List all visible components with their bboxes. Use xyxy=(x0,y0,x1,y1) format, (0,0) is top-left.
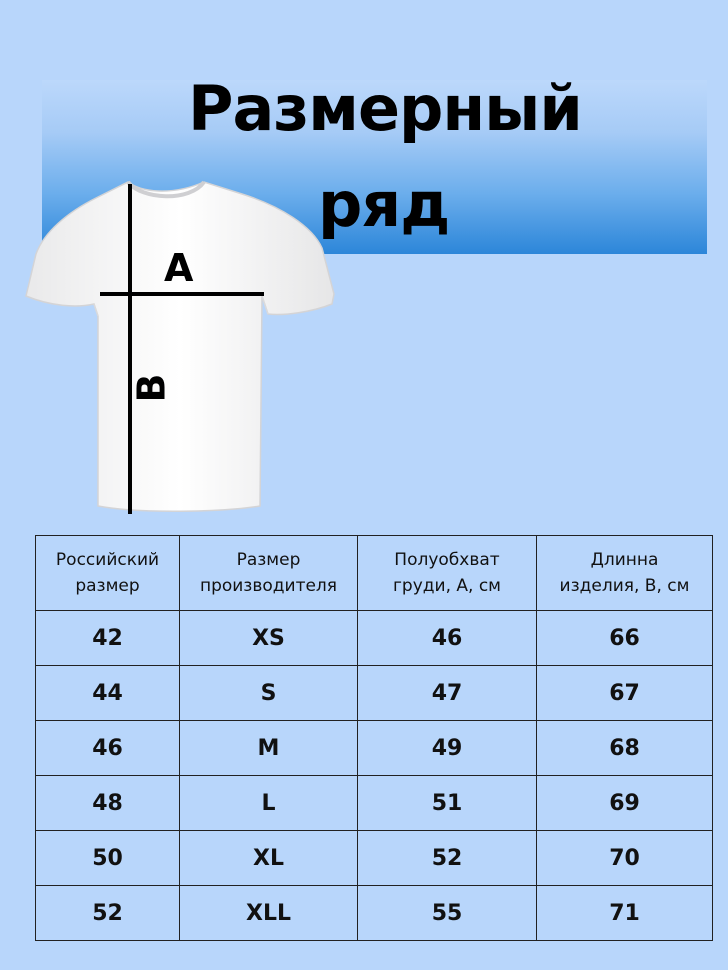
cell-russian-size: 46 xyxy=(36,721,180,776)
chest-label: A xyxy=(164,246,194,290)
header-manufacturer-size: Размер производителя xyxy=(180,536,358,611)
table-header-row xyxy=(36,536,713,611)
cell-chest-half: 52 xyxy=(358,831,537,886)
cell-length: 67 xyxy=(537,666,713,721)
cell-manufacturer-size: S xyxy=(180,666,358,721)
tshirt-diagram xyxy=(22,176,342,521)
cell-length: 68 xyxy=(537,721,713,776)
cell-manufacturer-size: XLL xyxy=(180,886,358,941)
cell-manufacturer-size: M xyxy=(180,721,358,776)
cell-russian-size: 42 xyxy=(36,611,180,666)
cell-russian-size: 50 xyxy=(36,831,180,886)
length-label: B xyxy=(129,373,174,403)
cell-length: 66 xyxy=(537,611,713,666)
page-title-line-1: Размерный xyxy=(188,72,582,145)
table-row xyxy=(36,886,713,941)
cell-chest-half: 46 xyxy=(358,611,537,666)
header-length: Длинна изделия, В, см xyxy=(537,536,713,611)
cell-manufacturer-size: XL xyxy=(180,831,358,886)
cell-russian-size: 52 xyxy=(36,886,180,941)
cell-chest-half: 55 xyxy=(358,886,537,941)
tshirt-shape xyxy=(26,182,334,511)
cell-length: 69 xyxy=(537,776,713,831)
table-row xyxy=(36,831,713,886)
cell-chest-half: 47 xyxy=(358,666,537,721)
table-row xyxy=(36,666,713,721)
cell-chest-half: 49 xyxy=(358,721,537,776)
header-chest-half: Полуобхват груди, А, см xyxy=(358,536,537,611)
cell-length: 70 xyxy=(537,831,713,886)
size-table xyxy=(35,535,713,941)
table-row xyxy=(36,721,713,776)
cell-manufacturer-size: L xyxy=(180,776,358,831)
table-row xyxy=(36,776,713,831)
header-russian-size: Российский размер xyxy=(36,536,180,611)
cell-chest-half: 51 xyxy=(358,776,537,831)
table-row xyxy=(36,611,713,666)
cell-manufacturer-size: XS xyxy=(180,611,358,666)
cell-russian-size: 48 xyxy=(36,776,180,831)
tshirt-illustration xyxy=(22,176,342,521)
cell-length: 71 xyxy=(537,886,713,941)
cell-russian-size: 44 xyxy=(36,666,180,721)
page-title-line-2: ряд xyxy=(318,168,450,241)
